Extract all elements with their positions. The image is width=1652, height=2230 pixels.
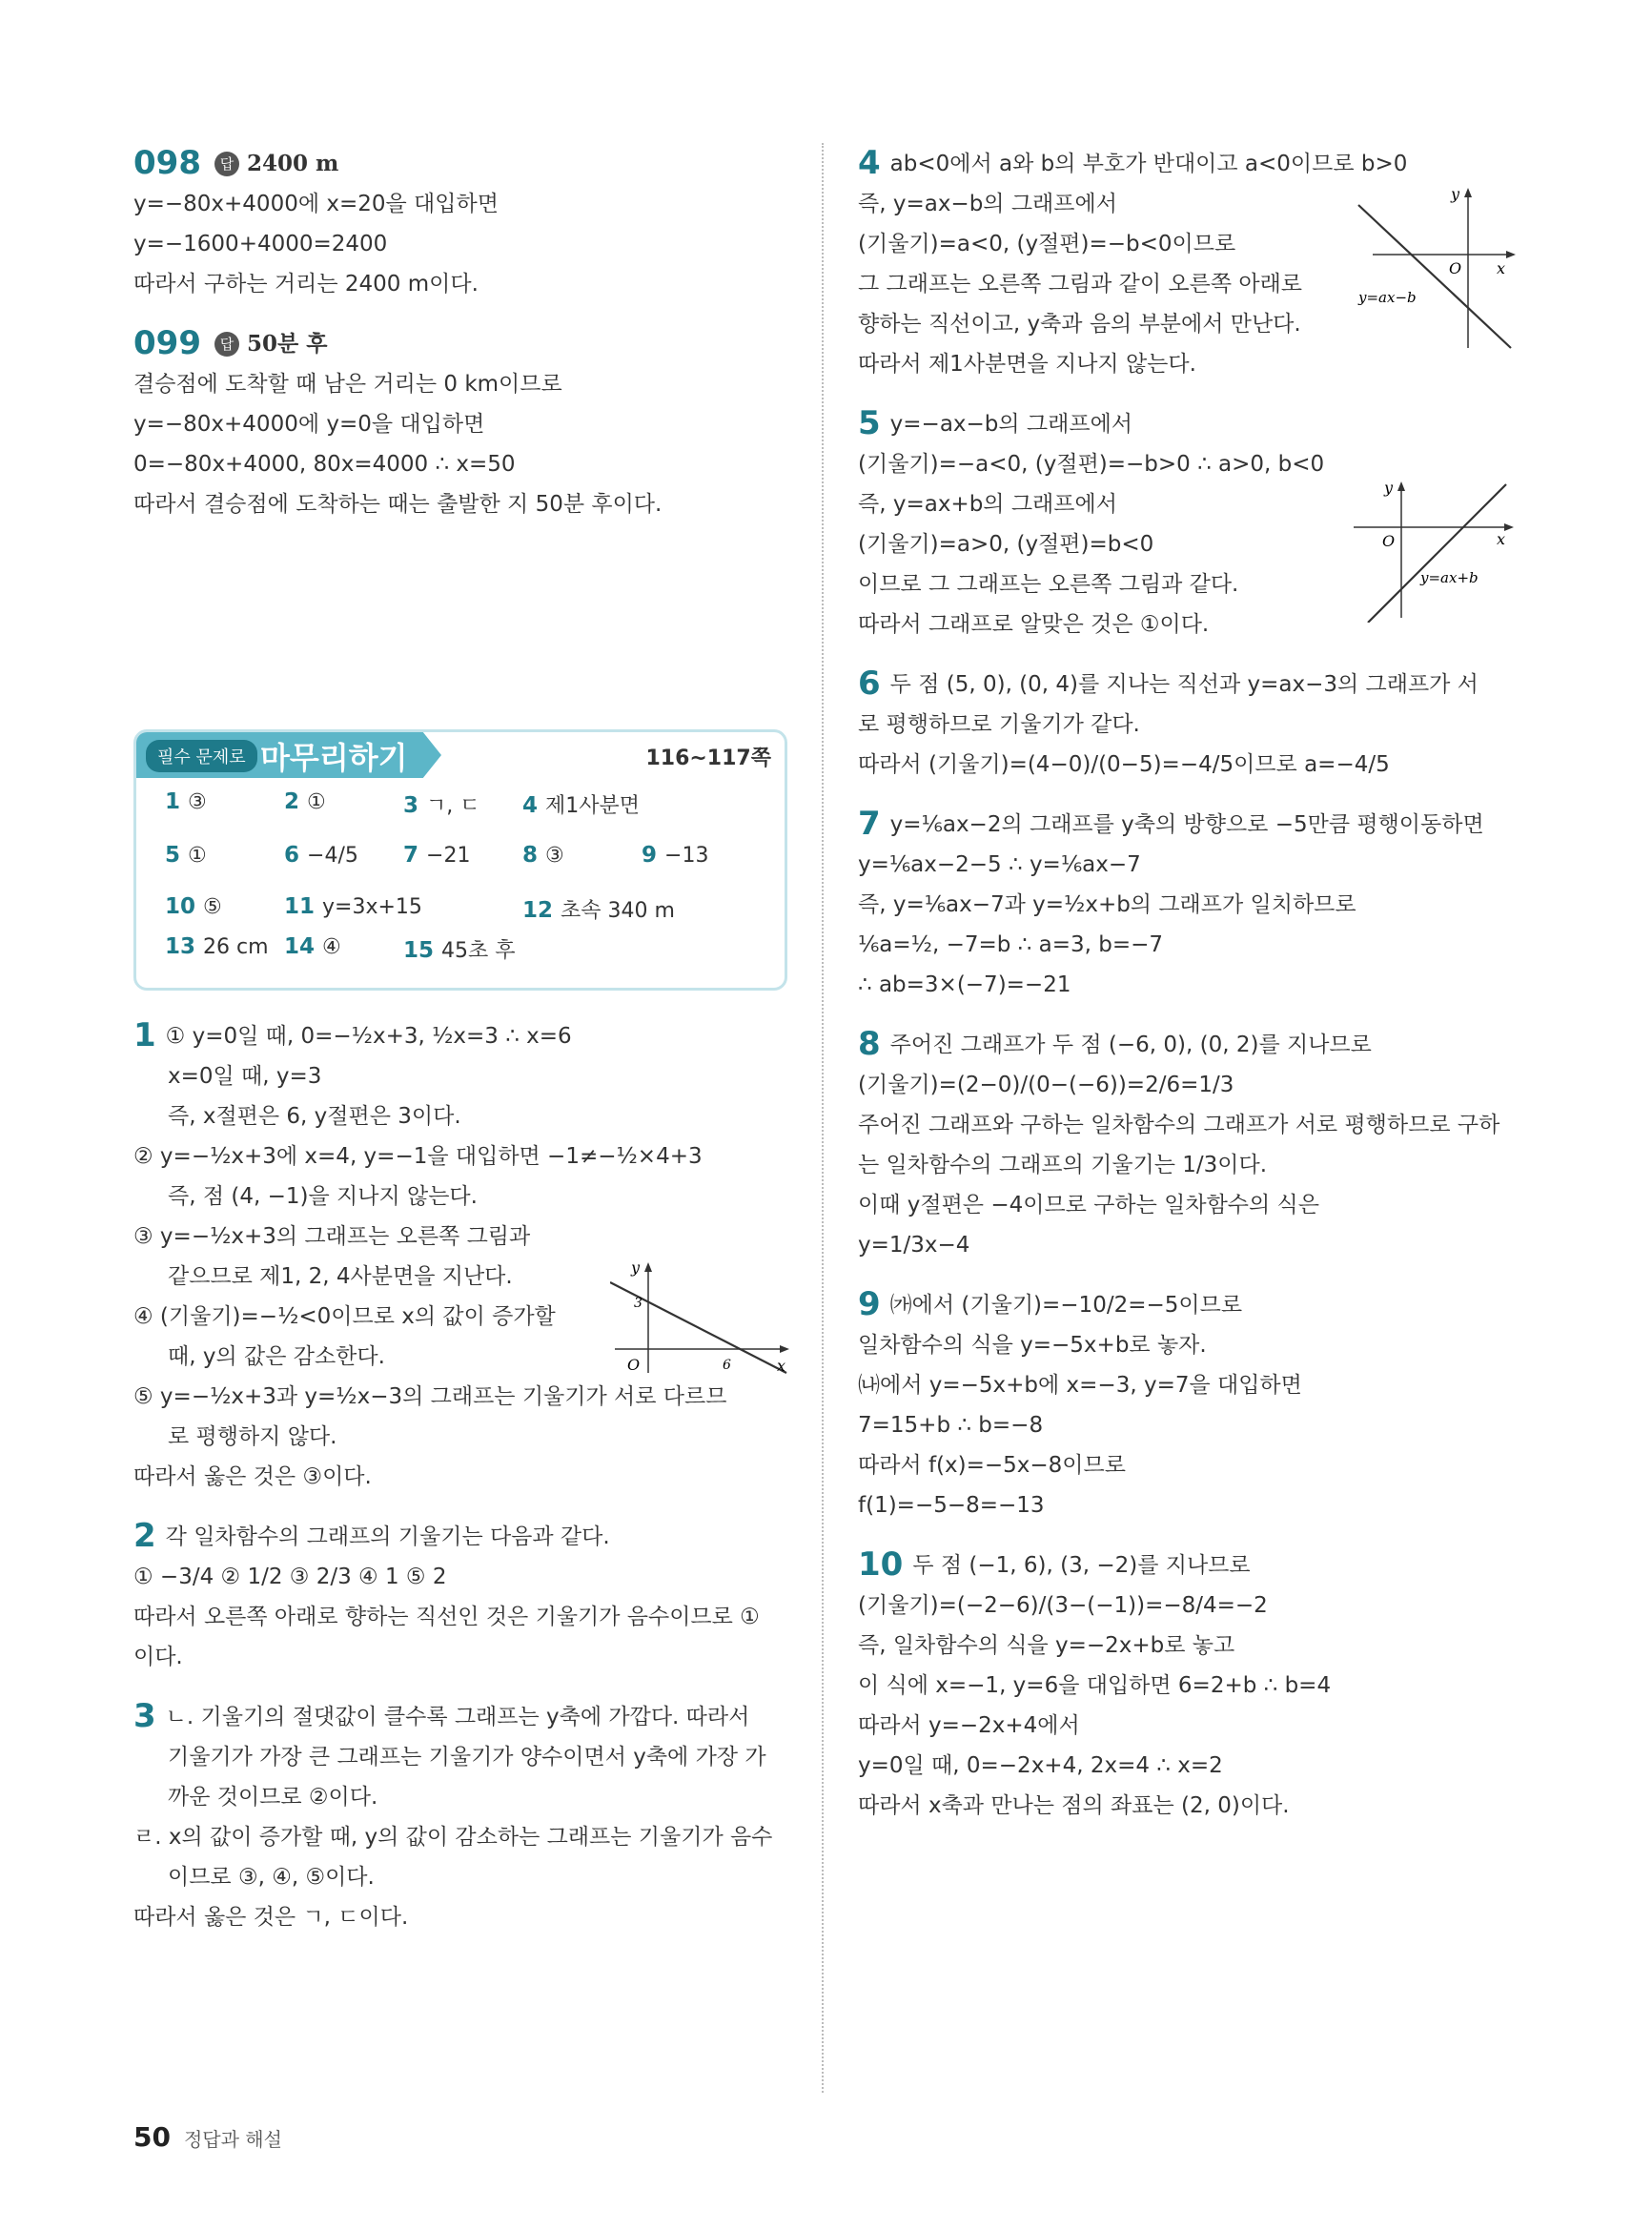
text-line: 때, y의 값은 감소한다. <box>168 1344 385 1369</box>
summary-item: 12 초속 340 m <box>522 898 675 923</box>
problem-number: 099 <box>133 324 201 362</box>
text-line: f(1)=−5−8=−13 <box>858 1493 1045 1518</box>
line-label: y=ax−b <box>1358 289 1417 306</box>
summary-tag: 필수 문제로 <box>146 740 257 772</box>
problem-number: 098 <box>133 144 201 182</box>
summary-item: 8 ③ <box>522 843 564 868</box>
text-line: y=⅙ax−2의 그래프를 y축의 방향으로 −5만큼 평행이동하면 <box>889 812 1484 837</box>
text-line: 까운 것이므로 ②이다. <box>168 1785 378 1810</box>
text-line: 즉, y=⅙ax−7과 y=½x+b의 그래프가 일치하므로 <box>858 892 1356 917</box>
text-line: 따라서 f(x)=−5x−8이므로 <box>858 1453 1126 1478</box>
question-number: 6 <box>858 665 881 703</box>
question-number: 1 <box>133 1016 156 1054</box>
text-line: (기울기)=(2−0)/(0−(−6))=2/6=1/3 <box>858 1073 1234 1097</box>
question-2 <box>133 1516 791 1677</box>
axis-label-x: x <box>777 1357 786 1375</box>
text-line: y=⅙ax−2−5 ∴ y=⅙ax−7 <box>858 852 1141 877</box>
text-line: 이므로 ③, ④, ⑤이다. <box>168 1865 375 1890</box>
summary-item: 5 ① <box>165 843 207 868</box>
question-7 <box>858 804 1516 1005</box>
text-line: ⅙a=½, −7=b ∴ a=3, b=−7 <box>858 932 1164 957</box>
text-line: 일차함수의 식을 y=−5x+b로 놓자. <box>858 1333 1207 1358</box>
text-line: 따라서 그래프로 알맞은 것은 ①이다. <box>858 612 1210 637</box>
text-line: 그 그래프는 오른쪽 그림과 같이 오른쪽 아래로 <box>858 272 1303 297</box>
question-8 <box>858 1024 1516 1265</box>
question-number: 10 <box>858 1545 904 1584</box>
question-number: 4 <box>858 144 881 182</box>
summary-item: 6 −4/5 <box>284 843 358 868</box>
text-line: 두 점 (5, 0), (0, 4)를 지나는 직선과 y=ax−3의 그래프가 서 <box>889 672 1479 697</box>
text-line: 즉, y=ax−b의 그래프에서 <box>858 192 1117 216</box>
page-number: 50 <box>133 2121 171 2153</box>
text-line: 즉, 일차함수의 식을 y=−2x+b로 놓고 <box>858 1633 1235 1658</box>
question-5 <box>858 403 1516 644</box>
text-line: ab<0에서 a와 b의 부호가 반대이고 a<0이므로 b>0 <box>889 152 1408 176</box>
origin-label: O <box>1382 532 1396 550</box>
answer: 2400 m <box>246 151 339 176</box>
axis-label-y: y <box>1451 186 1460 203</box>
summary-item: 14 ④ <box>284 934 341 959</box>
text-line: (기울기)=a>0, (y절편)=b<0 <box>858 532 1154 557</box>
text-line: 주어진 그래프와 구하는 일차함수의 그래프가 서로 평행하므로 구하 <box>858 1113 1500 1137</box>
text-line: 이므로 그 그래프는 오른쪽 그림과 같다. <box>858 572 1239 597</box>
text-line: 이 식에 x=−1, y=6을 대입하면 6=2+b ∴ b=4 <box>858 1673 1332 1698</box>
summary-title: 마무리하기 <box>260 740 408 776</box>
question-number: 5 <box>858 404 881 442</box>
text-line: x=0일 때, y=3 <box>168 1064 322 1089</box>
summary-item: 13 26 cm <box>165 934 269 959</box>
summary-item: 4 제1사분면 <box>522 793 641 818</box>
text-line: (기울기)=a<0, (y절편)=−b<0이므로 <box>858 232 1236 256</box>
text-line: ㄹ. x의 값이 증가할 때, y의 값이 감소하는 그래프는 기울기가 음수 <box>133 1825 773 1850</box>
text-line: 따라서 오른쪽 아래로 향하는 직선인 것은 기울기가 음수이므로 ① <box>133 1605 760 1629</box>
summary-item: 10 ⑤ <box>165 894 222 919</box>
text-line: (기울기)=(−2−6)/(3−(−1))=−8/4=−2 <box>858 1593 1268 1618</box>
left-column-lower <box>133 1015 791 1937</box>
summary-answer-box <box>133 729 787 991</box>
question-1 <box>133 1015 791 1497</box>
q5-graph <box>1354 480 1516 623</box>
text-line: 따라서 (기울기)=(4−0)/(0−5)=−4/5이므로 a=−4/5 <box>858 752 1390 777</box>
summary-item: 2 ① <box>284 789 326 814</box>
text-line: y=−ax−b의 그래프에서 <box>889 412 1133 437</box>
text-line: 같으므로 제1, 2, 4사분면을 지난다. <box>168 1264 513 1289</box>
text-line: 0=−80x+4000, 80x=4000 ∴ x=50 <box>133 452 516 477</box>
text-line: 는 일차함수의 그래프의 기울기는 1/3이다. <box>858 1153 1268 1177</box>
text-line: 이다. <box>133 1645 183 1669</box>
text-line: 따라서 결승점에 도착하는 때는 출발한 지 50분 후이다. <box>133 492 663 517</box>
summary-item: 3 ㄱ, ㄷ <box>403 793 480 818</box>
page-footer <box>133 2121 282 2153</box>
question-9 <box>858 1284 1516 1525</box>
question-number: 3 <box>133 1697 156 1735</box>
summary-item: 7 −21 <box>403 843 471 868</box>
axis-label-y: y <box>631 1258 641 1277</box>
text-line: ㈎에서 (기울기)=−10/2=−5이므로 <box>889 1293 1243 1318</box>
text-line: 이때 y절편은 −4이므로 구하는 일차함수의 식은 <box>858 1193 1319 1217</box>
question-3 <box>133 1696 791 1937</box>
question-number: 8 <box>858 1025 881 1063</box>
answer: 50분 후 <box>246 331 328 357</box>
question-10 <box>858 1545 1516 1826</box>
question-number: 7 <box>858 805 881 843</box>
q1-graph <box>610 1258 791 1382</box>
summary-pages: 116~117쪽 <box>645 747 771 770</box>
summary-item: 9 −13 <box>642 843 709 868</box>
summary-item: 1 ③ <box>165 789 207 814</box>
text-line: ⑤ y=−½x+3과 y=½x−3의 그래프는 기울기가 서로 다르므 <box>133 1384 727 1409</box>
text-line: 따라서 옳은 것은 ③이다. <box>133 1464 372 1489</box>
summary-item: 11 y=3x+15 <box>284 894 422 919</box>
text-line: ① −3/4 ② 1/2 ③ 2/3 ④ 1 ⑤ 2 <box>133 1565 447 1589</box>
text-line: ④ (기울기)=−½<0이므로 x의 값이 증가할 <box>133 1304 556 1329</box>
answer-badge: 답 <box>214 152 239 176</box>
axis-label-x: x <box>1497 259 1506 277</box>
question-number: 9 <box>858 1285 881 1323</box>
text-line: 7=15+b ∴ b=−8 <box>858 1413 1044 1438</box>
q4-graph <box>1354 186 1516 353</box>
axis-label-x: x <box>1497 530 1506 548</box>
text-line: 두 점 (−1, 6), (3, −2)를 지나므로 <box>912 1553 1251 1578</box>
text-line: y=−80x+4000에 x=20을 대입하면 <box>133 192 499 216</box>
right-column <box>858 143 1516 1826</box>
text-line: 즉, x절편은 6, y절편은 3이다. <box>168 1104 461 1129</box>
y-intercept-label: 3 <box>634 1296 642 1311</box>
text-line: 따라서 구하는 거리는 2400 m이다. <box>133 272 479 297</box>
text-line: ① y=0일 때, 0=−½x+3, ½x=3 ∴ x=6 <box>165 1024 572 1049</box>
origin-label: O <box>1449 259 1462 277</box>
text-line: y=−80x+4000에 y=0을 대입하면 <box>133 412 485 437</box>
text-line: 따라서 옳은 것은 ㄱ, ㄷ이다. <box>133 1905 409 1930</box>
problem-098 <box>133 143 791 304</box>
text-line: ② y=−½x+3에 x=4, y=−1을 대입하면 −1≠−½×4+3 <box>133 1144 703 1169</box>
question-6 <box>858 664 1516 785</box>
text-line: y=0일 때, 0=−2x+4, 2x=4 ∴ x=2 <box>858 1753 1223 1778</box>
text-line: 로 평행하지 않다. <box>168 1424 337 1449</box>
text-line: 주어진 그래프가 두 점 (−6, 0), (0, 2)를 지나므로 <box>889 1033 1372 1057</box>
x-intercept-label: 6 <box>723 1358 731 1373</box>
text-line: (기울기)=−a<0, (y절편)=−b>0 ∴ a>0, b<0 <box>858 452 1325 477</box>
problem-099 <box>133 323 791 524</box>
text-line: y=−1600+4000=2400 <box>133 232 388 256</box>
text-line: 따라서 제1사분면을 지나지 않는다. <box>858 352 1196 377</box>
text-line: 따라서 x축과 만나는 점의 좌표는 (2, 0)이다. <box>858 1793 1290 1818</box>
origin-label: O <box>627 1356 641 1374</box>
text-line: 따라서 y=−2x+4에서 <box>858 1713 1080 1738</box>
question-number: 2 <box>133 1517 156 1555</box>
line-label: y=ax+b <box>1420 569 1479 586</box>
text-line: 즉, 점 (4, −1)을 지나지 않는다. <box>168 1184 478 1209</box>
text-line: ∴ ab=3×(−7)=−21 <box>858 972 1071 997</box>
text-line: 로 평행하므로 기울기가 같다. <box>858 712 1140 737</box>
footer-label: 정답과 해설 <box>183 2128 282 2151</box>
text-line: ③ y=−½x+3의 그래프는 오른쪽 그림과 <box>133 1224 531 1249</box>
text-line: 각 일차함수의 그래프의 기울기는 다음과 같다. <box>165 1524 610 1549</box>
text-line: 결승점에 도착할 때 남은 거리는 0 km이므로 <box>133 372 562 397</box>
text-line: ㄴ. 기울기의 절댓값이 클수록 그래프는 y축에 가깝다. 따라서 <box>165 1705 750 1729</box>
text-line: 향하는 직선이고, y축과 음의 부분에서 만난다. <box>858 312 1301 337</box>
text-line: ㈏에서 y=−5x+b에 x=−3, y=7을 대입하면 <box>858 1373 1302 1398</box>
axis-label-y: y <box>1384 480 1394 497</box>
text-line: y=1/3x−4 <box>858 1233 970 1258</box>
answer-badge: 답 <box>214 332 239 357</box>
question-4 <box>858 143 1516 384</box>
text-line: 기울기가 가장 큰 그래프는 기울기가 양수이면서 y축에 가장 가 <box>168 1745 766 1770</box>
left-column <box>133 143 791 524</box>
summary-item: 15 45초 후 <box>403 938 516 963</box>
text-line: 즉, y=ax+b의 그래프에서 <box>858 492 1117 517</box>
column-divider <box>822 143 824 2093</box>
